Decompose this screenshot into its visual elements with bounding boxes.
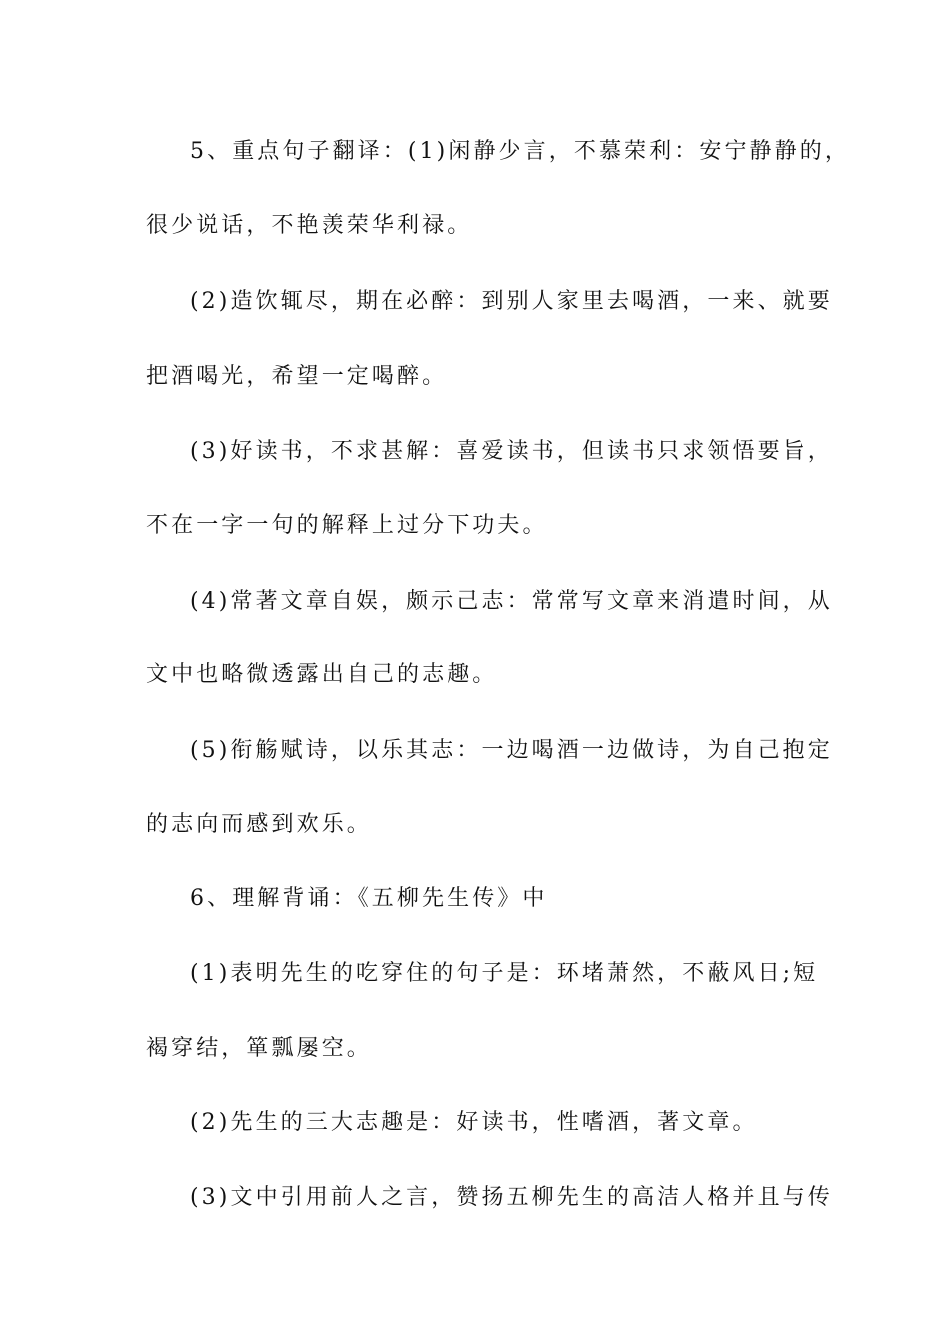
- paragraph-line: (4)常著文章自娱，颇示己志：常常写文章来消遣时间，从: [190, 589, 833, 614]
- paragraph-line: (2)造饮辄尽，期在必醉：到别人家里去喝酒，一来、就要: [190, 289, 833, 314]
- paragraph-line: 不在一字一句的解释上过分下功夫。: [146, 513, 548, 538]
- paragraph-line: 的志向而感到欢乐。: [146, 812, 372, 837]
- paragraph-line: 把酒喝光，希望一定喝醉。: [146, 364, 448, 389]
- paragraph-line: 很少说话，不艳羡荣华利禄。: [146, 213, 473, 238]
- paragraph-line: (3)好读书，不求甚解：喜爱读书，但读书只求领悟要旨，: [190, 439, 833, 464]
- paragraph-line: 褐穿结，箪瓢屡空。: [146, 1036, 372, 1061]
- paragraph-line: 5、重点句子翻译：(1)闲静少言，不慕荣利：安宁静静的，: [190, 139, 850, 164]
- paragraph-line: (1)表明先生的吃穿住的句子是：环堵萧然，不蔽风日;短: [190, 961, 819, 986]
- paragraph-line: 文中也略微透露出自己的志趣。: [146, 662, 498, 687]
- paragraph-line: (2)先生的三大志趣是：好读书，性嗜酒，著文章。: [190, 1110, 758, 1135]
- paragraph-line: (3)文中引用前人之言，赞扬五柳先生的高洁人格并且与传: [190, 1185, 833, 1210]
- paragraph-line: (5)衔觞赋诗，以乐其志：一边喝酒一边做诗，为自己抱定: [190, 738, 833, 763]
- paragraph-line: 6、理解背诵：《五柳先生传》中: [190, 886, 548, 911]
